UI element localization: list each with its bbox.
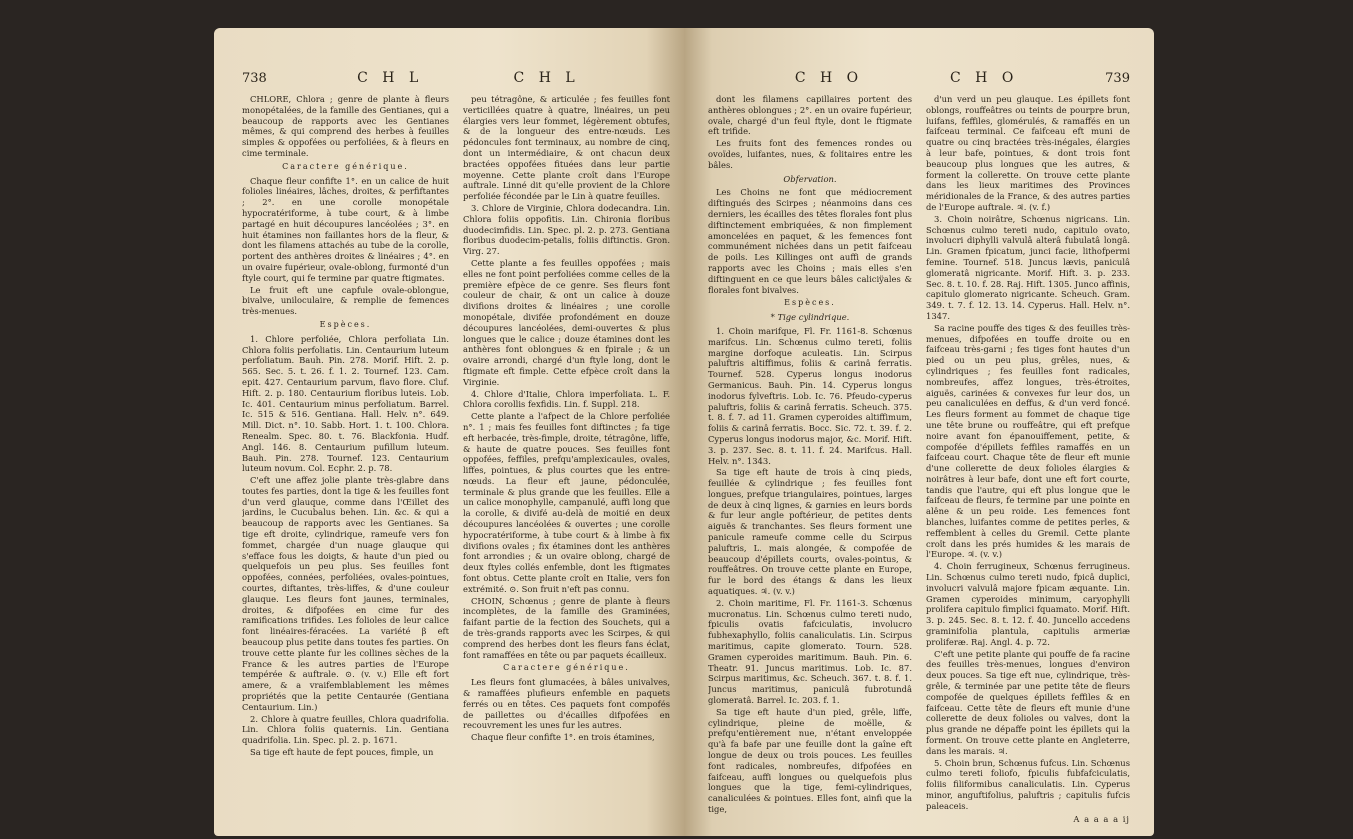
paragraph: CHLORE, Chlora ; genre de plante à fleurs monopétalées, de la famille des Gentianes, qui a beaucoup de rapports avec les Gentianes mêmes, & qui comprend des herbes à feuilles simples & oppofées ou perfoliées, & à fleurs en cime terminale. bbox=[242, 94, 449, 158]
paragraph: Cette plante a l'afpect de la Chlore perfoliée n°. 1 ; mais fes feuilles font diftinctes ; fa tige eft herbacée, très-fimple, droite, tétragône, liffe, & haute de quatre pouces. Ses feuilles font oppofées, feffiles, prefqu'amplexicaules, ovales, liffes, pointues, & plus courtes que les entre-nœuds. La fleur eft jaune, pédonculée, terminale & plus grande que les feuilles. Elle a un calice monophylle, campanulé, auffi long que la corolle, & divifé au-delà de moitié en deux découpures lancéolées & ouvertes ; une corolle hypocratériforme, à tube court & à limbe à fix divifions ovales ; fix étamines dont les anthères font arrondies ; & un ovaire oblong, chargé de deux ftyles collés enfemble, dont les ftigmates font obtus. Cette plante croît en Italie, vers fon extrémité. ⊙. Son fruit n'eft pas connu. bbox=[463, 411, 670, 594]
paragraph: 3. Chlore de Virginie, Chlora dodecandra. Lin. Chlora foliis oppofitis. Lin. Chironia floribus duodecimfidis. Lin. Spec. pl. 2. p. 273. Gentiana floribus duodecim-petalis, foliis diftinctis. Gron. Virg. 27. bbox=[463, 202, 670, 257]
paragraph: peu tétragône, & articulée ; fes feuilles font verticillées quatre à quatre, linéaires, un peu élargies vers leur fommet, légèrement obtufes, & de la longueur des entre-nœuds. Les pédoncules font terminaux, au nombre de cinq, dont un intermédiaire, & ont chacun deux bractées oppofées fituées dans leur partie moyenne. Cette plante croît dans l'Europe auftrale. Linné dit qu'elle provient de la Chlore perfoliée fécondée par le Lin à quatre feuilles. bbox=[463, 94, 670, 202]
paragraph: Cette plante a fes feuilles oppofées ; mais elles ne font point perfoliées comme celles de la première efpèce de ce genre. Ses fleurs font couleur de chair, & ont un calice à douze divifions droites & linéaires ; une corolle monopétale, divifée profondément en douze découpures lancéolées, demi-ouvertes & plus longues que le calice ; douze étamines dont les anthères font oblongues & en fpirale ; & un ovaire arrondi, chargé d'un ftyle long, dont le ftigmate eft fimple. Cette efpèce croît dans la Virginie. bbox=[463, 257, 670, 387]
right-column-2 bbox=[926, 94, 1130, 828]
paragraph: CHOIN, Schœnus ; genre de plante à fleurs incomplètes, de la famille des Graminées, faifant partie de la fection des Souchets, qui a de très-grands rapports avec les Scirpes, & qui comprend des herbes dont les fleurs fans éclat, font ramaffées en tête ou par paquets écailleux. bbox=[463, 595, 670, 660]
left-column-2 bbox=[463, 94, 670, 828]
right-head-title-1: C H O bbox=[794, 70, 864, 86]
book-spread bbox=[214, 28, 1154, 836]
paragraph: Les Choins ne font que médiocrement diftingués des Scirpes ; néanmoins dans ces derniers, les écailles des têtes florales font plus diftinctement embriquées, & non fimplement amoncelées en paquet, & les femences font communément nichées dans un petit faifceau de poils. Les Killinges ont auffi de grands rapports avec les Choins ; mais elles s'en diftinguent en ce que leurs bâles caliciÿales & florales font bivalves. bbox=[708, 187, 912, 295]
paragraph: Sa tige eft haute de trois à cinq pieds, feuillée & cylindrique ; fes feuilles font longues, prefque triangulaires, pointues, larges de deux à cinq lignes, & garnies en leurs bords & fur leur angle poftérieur, de petites dents aiguës & tranchantes. Ses fleurs forment une panicule rameufe comme celle du Scirpus paluftris, L. mais alongée, & compofée de beaucoup d'épillets courts, ovales-pointus, & rouffeâtres. On trouve cette plante en Europe, fur le bord des étangs & dans les lieux aquatiques. ♃. (v. v.) bbox=[708, 467, 912, 597]
paragraph: Sa racine pouffe des tiges & des feuilles très-menues, difpofées en touffe droite ou en faifceau très-garni ; fes tiges font hautes d'un pied ou un peu plus, grêles, nues, & cylindriques ; fes feuilles font radicales, nombreufes, affez longues, très-étroites, aiguës, carinées & convexes fur leur dos, un peu canaliculées en deffus, & d'un verd foncé. Les fleurs forment au fommet de chaque tige une tête brune ou rouffeâtre, qui eft prefque noire avant fon épanouiffement, petite, & compofée d'épillets feffiles ramaffés en un faifceau court. Chaque tête de fleur eft munie d'une collerette de deux folioles élargies & noirâtres à leur bafe, dont une eft fort courte, tandis que l'autre, qui eft plus longue que le faifceau de fleurs, fe termine par une pointe en alêne & un peu roide. Les femences font blanches, luifantes comme de petites perles, & reffemblent à celles du Gremil. Cette plante croît dans les prés humides & les marais de l'Europe. ♃. (v. v.) bbox=[926, 322, 1130, 560]
left-page bbox=[214, 28, 684, 836]
signature-mark: A a a a a ij bbox=[1073, 813, 1130, 824]
section-subheading: * Tige cylindrique. bbox=[770, 312, 850, 323]
left-column-1 bbox=[242, 94, 449, 828]
left-running-head bbox=[242, 70, 670, 86]
left-head-title-1: C H L bbox=[357, 70, 424, 86]
left-head-title-2: C H L bbox=[513, 70, 580, 86]
section-heading: Caractere générique. bbox=[282, 161, 409, 171]
paragraph: C'eft une affez jolie plante très-glabre dans toutes fes parties, dont la tige & les feuilles font d'un verd glauque, comme dans l'Œillet des jardins, le Cucubalus behen. Lin. &c. & qui a beaucoup de rapports avec les Gentianes. Sa tige eft droite, cylindrique, rameufe vers fon fommet, chargée d'un nuage glauque qui s'efface fous les doigts, & haute d'un pied ou quelquefois un peu plus. Ses feuilles font oppofées, connées, perfoliées, ovales-pointues, courtes, diftantes, très-liffes, & d'une couleur glauque. Les fleurs font jaunes, terminales, droites, & difpofées en cime fur des ramifications trifides. Les folioles de leur calice font linéaires-féracées. La variété β eft beaucoup plus petite dans toutes fes parties. On trouve cette plante fur les collines sèches de la France & les autres parties de l'Europe tempérée & auftrale. ⊙. (v. v.) Elle eft fort amere, & a vraifemblablement les mêmes propriétés que la petite Centaurée (Gentiana Centaurium. Lin.) bbox=[242, 475, 449, 712]
paragraph: Les fruits font des femences rondes ou ovoïdes, luifantes, nues, & folitaires entre les bâles. bbox=[708, 138, 912, 170]
paragraph: C'eft une petite plante qui pouffe de fa racine des feuilles très-menues, longues d'environ deux pouces. Sa tige eft nue, cylindrique, très-grêle, & terminée par une petite tête de fleurs compofée de quelques épillets feffiles & en faifceau. Cette tête de fleurs eft munie d'une collerette de deux folioles ou valves, dont la plus grande ne dépaffe point les épillets qui la forment. On trouve cette plante en Angleterre, dans les marais. ♃. bbox=[926, 648, 1130, 756]
paragraph: 2. Chlore à quatre feuilles, Chlora quadrifolia. Lin. Chlora foliis quaternis. Lin. Gentiana quadrifolia. Lin. Spec. pl. 2. p. 1671. bbox=[242, 713, 449, 746]
section-heading: Espèces. bbox=[784, 298, 836, 308]
paragraph: Chaque fleur confifte 1°. en un calice de huit folioles linéaires, lâches, droites, & perfiftantes ; 2°. en une corolle monopétale hypocratériforme, à tube court, & à limbe partagé en huit découpures lancéolées ; 3°. en huit étamines non faillantes hors de la fleur, & dont les filamens attachés au tube de la corolle, portent des anthères droites & linéaires ; 4°. en un ovaire fupérieur, ovale-oblong, furmonté d'un ftyle court, qui fe termine par quatre ftigmates. bbox=[242, 175, 449, 283]
paragraph: 3. Choin noirâtre, Schœnus nigricans. Lin. Schœnus culmo tereti nudo, capitulo ovato, involucri diphylli valvulâ alterâ fubulatâ longâ. Lin. Gramen fpicatum, junci facie, lithofpermi femine. Tournef. 518. Juncus lævis, paniculâ glomeratâ nigricante. Morif. Hift. 3. p. 233. Sec. 8. t. 10. f. 28. Raj. Hift. 1305. Junco affinis, capitulo glomerato nigricante. Scheuch. Gram. 349. t. 7. f. 12. 13. 14. Cyperus. Hall. Helv. n°. 1347. bbox=[926, 213, 1130, 321]
paragraph: Chaque fleur confifte 1°. en trois étamines, bbox=[471, 732, 655, 743]
right-page bbox=[684, 28, 1154, 836]
paragraph: dont les filamens capillaires portent des anthères oblongues ; 2°. en un ovaire fupérieur, ovale, chargé d'un feul ftyle, dont le ftigmate eft trifide. bbox=[708, 94, 912, 137]
paragraph: 4. Choin ferrugineux, Schœnus ferrugineus. Lin. Schœnus culmo tereti nudo, fpicâ duplici, involucri valvulâ majore fpicam æquante. Lin. Gramen cyperoides minimum, caryophylli prolifera capitulo fimplici fquamato. Morif. Hift. 3. p. 245. Sec. 8. t. 12. f. 40. Juncello accedens graminifolia plantula, capitulis armeriæ proliferæ. Raj. Angl. 4. p. 72. bbox=[926, 561, 1130, 647]
paragraph: Le fruit eft une capfule ovale-oblongue, bivalve, uniloculaire, & remplie de femences très-menues. bbox=[242, 284, 449, 317]
section-heading: Espèces. bbox=[319, 319, 372, 329]
right-running-head bbox=[708, 70, 1130, 86]
right-head-title-2: C H O bbox=[950, 70, 1019, 86]
paragraph: 1. Chlore perfoliée, Chlora perfoliata Lin. Chlora foliis perfoliatis. Lin. Centaurium luteum perfoliatum. Bauh. Pin. 278. Morif. Hift. 2. p. 565. Sec. 5. t. 26. f. 1. 2. Tournef. 123. Cam. epit. 427. Centaurium parvum, flavo flore. Cluf. Hift. 2. p. 180. Centaurium floribus luteis. Lob. Ic. 401. Centaurium minus perfoliatum. Barrel. Ic. 515 & 516. Gentiana. Hall. Helv. n°. 649. Mill. Dict. n°. 10. Sabb. Hort. 1. t. 100. Chlora. Renealm. Spec. 80. t. 76. Blackfonia. Hudf. Angl. 146. 8. Centaurium pufillum luteum. Bauh. Pin. 278. Tournef. 123. Centaurium luteum novum. Col. Ecphr. 2. p. 78. bbox=[242, 333, 449, 474]
paragraph: 4. Chlore d'Italie, Chlora imperfoliata. L. F. Chlora corollis fexfidis. Lin. f. Suppl. 218. bbox=[463, 388, 670, 410]
paragraph: Sa tige eft haute de fept pouces, fimple, un bbox=[250, 747, 434, 758]
section-heading: Caractere générique. bbox=[503, 663, 630, 673]
paragraph: Les fleurs font glumacées, à bâles univalves, & ramaffées plufieurs enfemble en paquets ferrés ou en têtes. Ces paquets font compofés de paillettes ou d'écailles difpofées en recouvrement les unes fur les autres. bbox=[463, 677, 670, 731]
paragraph: Sa tige eft haute d'un pied, grêle, liffe, cylindrique, pleine de moëlle, & prefqu'entièrement nue, n'étant enveloppée qu'à fa bafe par une feuille dont la gaîne eft longue de deux ou trois pouces. Les feuilles font radicales, nombreufes, difpofées en faifceau, auffi longues ou quelquefois plus longues que la tige, femi-cylindriques, canaliculées & pointues. Elles font, ainfi que la tige, bbox=[708, 706, 912, 814]
paragraph: 1. Choin marifque, Fl. Fr. 1161-8. Schœnus marifcus. Lin. Schœnus culmo tereti, foliis margine dorfoque aculeatis. Lin. Scirpus paluftris altiffimus, foliis & carinâ ferratis. Tournef. 528. Cyperus longus inodorus Germanicus. Bauh. Pin. 14. Cyperus longus inodorus fylveftris. Lob. Ic. 76. Pfeudo-cyperus paluftris, foliis & carinâ ferratis. Scheuch. 375. t. 8. f. 7. ad 11. Gramen cyperoides altiffimum, foliis & carinâ ferratis. Bocc. Sic. 72. t. 39. f. 2. Cyperus longus inodorus major, &c. Morif. Hift. 3. p. 237. Sec. 8. t. 11. f. 24. Marifcus. Hall. Helv. n°. 1343. bbox=[708, 325, 912, 466]
right-column-1 bbox=[708, 94, 912, 828]
paragraph: 5. Choin brun, Schœnus fufcus. Lin. Schœnus culmo tereti foliofo, fpiculis fubfafciculatis, foliis filiformibus canaliculatis. Lin. Cyperus minor, anguftifolius, paluftris ; capitulis fufcis paleaceis. bbox=[926, 757, 1130, 811]
left-page-number: 738 bbox=[242, 71, 267, 86]
paragraph: 2. Choin maritime, Fl. Fr. 1161-3. Schœnus mucronatus. Lin. Schœnus culmo tereti nudo, fpiculis ovatis fafciculatis, involucro fubhexaphyllo, foliis canaliculatis. Lin. Scirpus maritimus, capite glomerato. Tourn. 528. Gramen cyperoides maritimum. Bauh. Pin. 6. Theatr. 91. Juncus maritimus. Lob. Ic. 87. Scirpus maritimus, &c. Scheuch. 367. t. 8. f. 1. Juncus maritimus, paniculâ fubrotundâ glomeratâ. Barrel. Ic. 203. f. 1. bbox=[708, 597, 912, 706]
paragraph: d'un verd un peu glauque. Les épillets font oblongs, rouffeâtres ou teints de pourpre brun, luifans, feffiles, glomérulés, & ramaffés en un faifceau terminal. Ce faifceau eft muni de quatre ou cinq bractées très-inégales, élargies à leur bafe, pointues, & dont trois font beaucoup plus longues que les autres, & forment la collerette. On trouve cette plante dans les lieux maritimes des Provinces méridionales de la France, & des autres parties de l'Europe auftrale. ♃. (v. f.) bbox=[926, 94, 1130, 212]
section-heading: Obfervation. bbox=[783, 173, 837, 184]
right-page-number: 739 bbox=[1105, 71, 1130, 86]
